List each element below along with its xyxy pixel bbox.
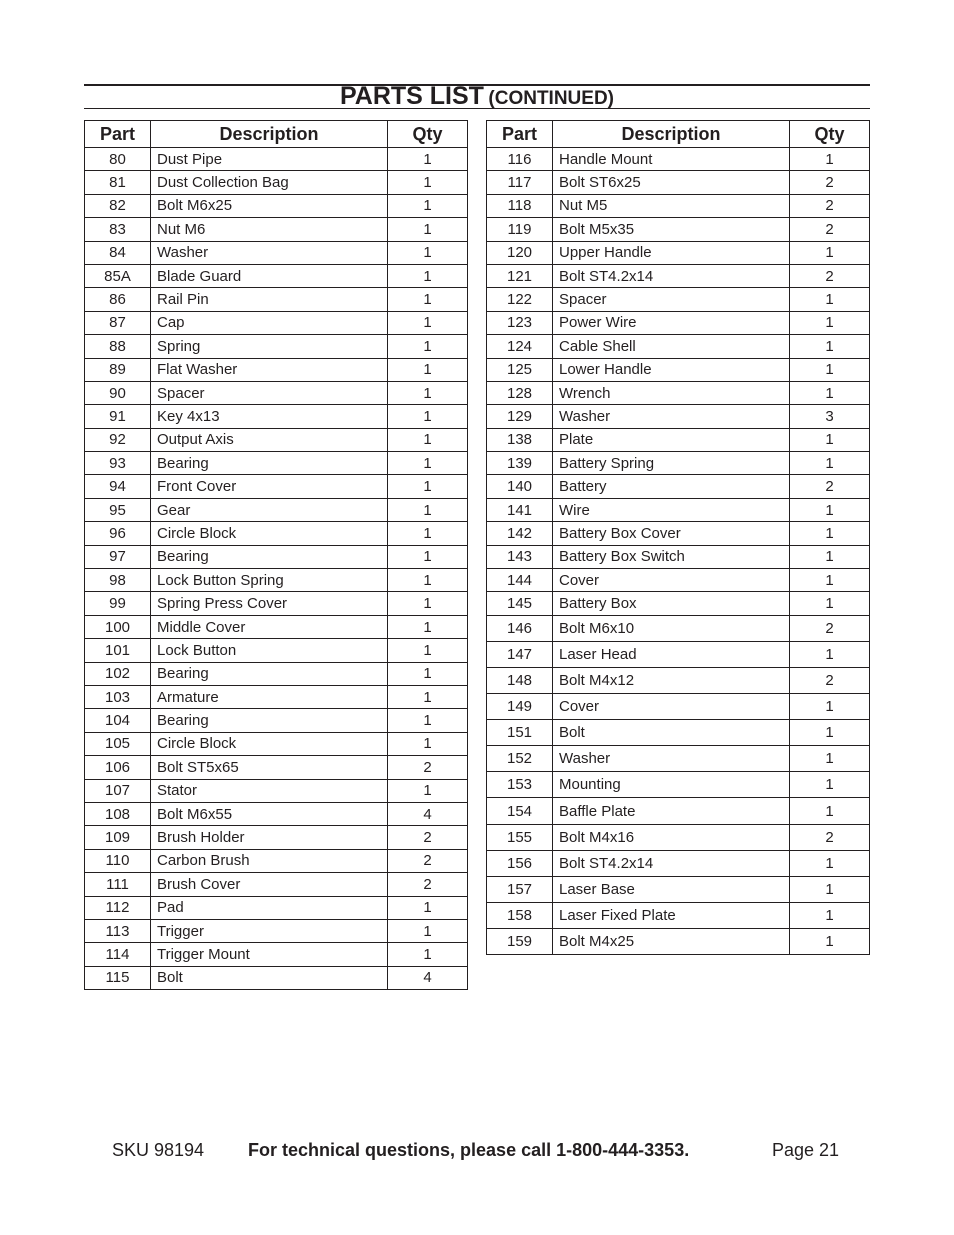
part-number-cell: 113: [85, 919, 151, 942]
part-number-cell: 90: [85, 381, 151, 404]
part-header: Part: [487, 121, 553, 148]
description-cell: Brush Cover: [151, 873, 388, 896]
part-number-cell: 107: [85, 779, 151, 802]
qty-cell: 1: [790, 876, 870, 902]
part-number-cell: 123: [487, 311, 553, 334]
description-cell: Stator: [151, 779, 388, 802]
description-cell: Circle Block: [151, 732, 388, 755]
qty-cell: 1: [790, 498, 870, 521]
table-row: [85, 779, 468, 802]
part-number-cell: 85A: [85, 264, 151, 287]
description-cell: Cable Shell: [553, 335, 790, 358]
part-number-cell: 95: [85, 498, 151, 521]
qty-cell: 2: [388, 849, 468, 872]
description-cell: Bolt ST4.2x14: [553, 850, 790, 876]
description-cell: Gear: [151, 498, 388, 521]
table-row: [85, 358, 468, 381]
part-number-cell: 104: [85, 709, 151, 732]
description-cell: Bolt ST4.2x14: [553, 264, 790, 287]
part-number-cell: 140: [487, 475, 553, 498]
description-cell: Washer: [553, 746, 790, 772]
qty-cell: 1: [388, 358, 468, 381]
table-row: [85, 218, 468, 241]
table-row: [487, 902, 870, 928]
table-row: [85, 639, 468, 662]
qty-cell: 2: [790, 171, 870, 194]
table-row: [487, 615, 870, 641]
qty-cell: 1: [388, 522, 468, 545]
table-row: [85, 943, 468, 966]
table-row: [85, 919, 468, 942]
table-row: [487, 545, 870, 568]
description-cell: Upper Handle: [553, 241, 790, 264]
part-number-cell: 118: [487, 194, 553, 217]
table-row: [487, 218, 870, 241]
qty-cell: 1: [388, 639, 468, 662]
table-row: [85, 498, 468, 521]
part-number-cell: 146: [487, 615, 553, 641]
table-header-row: [487, 121, 870, 148]
qty-cell: 1: [790, 452, 870, 475]
part-number-cell: 94: [85, 475, 151, 498]
description-cell: Cover: [553, 569, 790, 592]
table-row: [85, 662, 468, 685]
description-cell: Power Wire: [553, 311, 790, 334]
description-cell: Lock Button Spring: [151, 569, 388, 592]
part-number-cell: 114: [85, 943, 151, 966]
qty-cell: 1: [388, 264, 468, 287]
part-number-cell: 110: [85, 849, 151, 872]
part-number-cell: 157: [487, 876, 553, 902]
part-number-cell: 98: [85, 569, 151, 592]
part-number-cell: 147: [487, 641, 553, 667]
table-row: [85, 849, 468, 872]
table-row: [487, 311, 870, 334]
part-number-cell: 81: [85, 171, 151, 194]
part-number-cell: 112: [85, 896, 151, 919]
description-cell: Spacer: [553, 288, 790, 311]
qty-cell: 1: [790, 772, 870, 798]
description-header: Description: [151, 121, 388, 148]
description-cell: Handle Mount: [553, 148, 790, 171]
qty-cell: 1: [388, 428, 468, 451]
table-row: [487, 405, 870, 428]
part-number-cell: 83: [85, 218, 151, 241]
table-row: [487, 876, 870, 902]
part-number-cell: 158: [487, 902, 553, 928]
part-number-cell: 155: [487, 824, 553, 850]
qty-cell: 1: [790, 798, 870, 824]
table-row: [487, 720, 870, 746]
qty-cell: 2: [790, 668, 870, 694]
part-number-cell: 149: [487, 694, 553, 720]
part-number-cell: 119: [487, 218, 553, 241]
qty-cell: 1: [790, 241, 870, 264]
title-rule-bottom: [84, 108, 870, 109]
description-cell: Battery Box: [553, 592, 790, 615]
table-row: [487, 358, 870, 381]
table-row: [487, 171, 870, 194]
part-number-cell: 120: [487, 241, 553, 264]
qty-cell: 1: [388, 381, 468, 404]
qty-cell: 1: [388, 475, 468, 498]
table-row: [85, 428, 468, 451]
qty-cell: 1: [388, 171, 468, 194]
part-number-cell: 93: [85, 452, 151, 475]
description-cell: Battery Spring: [553, 452, 790, 475]
qty-cell: 1: [790, 311, 870, 334]
description-cell: Bolt M6x10: [553, 615, 790, 641]
table-row: [487, 241, 870, 264]
part-number-cell: 96: [85, 522, 151, 545]
description-cell: Bolt M4x16: [553, 824, 790, 850]
table-row: [85, 756, 468, 779]
description-cell: Nut M5: [553, 194, 790, 217]
qty-cell: 1: [388, 452, 468, 475]
table-row: [85, 288, 468, 311]
qty-cell: 1: [388, 592, 468, 615]
part-number-cell: 103: [85, 685, 151, 708]
part-number-cell: 143: [487, 545, 553, 568]
qty-cell: 1: [790, 850, 870, 876]
part-number-cell: 144: [487, 569, 553, 592]
qty-cell: 2: [790, 615, 870, 641]
table-row: [487, 668, 870, 694]
table-row: [487, 850, 870, 876]
description-cell: Cover: [553, 694, 790, 720]
qty-cell: 1: [388, 148, 468, 171]
part-number-cell: 141: [487, 498, 553, 521]
qty-cell: 1: [790, 746, 870, 772]
qty-cell: 1: [790, 428, 870, 451]
description-cell: Circle Block: [151, 522, 388, 545]
qty-cell: 1: [790, 592, 870, 615]
qty-cell: 1: [790, 569, 870, 592]
part-number-cell: 100: [85, 615, 151, 638]
description-cell: Blade Guard: [151, 264, 388, 287]
qty-cell: 2: [790, 194, 870, 217]
qty-cell: 1: [388, 311, 468, 334]
description-cell: Lower Handle: [553, 358, 790, 381]
qty-cell: 1: [790, 641, 870, 667]
part-number-cell: 138: [487, 428, 553, 451]
table-row: [85, 405, 468, 428]
part-number-cell: 115: [85, 966, 151, 989]
table-row: [85, 732, 468, 755]
qty-cell: 1: [790, 902, 870, 928]
qty-cell: 4: [388, 802, 468, 825]
table-row: [85, 966, 468, 989]
qty-cell: 1: [790, 335, 870, 358]
description-cell: Front Cover: [151, 475, 388, 498]
table-row: [487, 641, 870, 667]
qty-cell: 2: [790, 824, 870, 850]
description-cell: Baffle Plate: [553, 798, 790, 824]
qty-cell: 2: [790, 475, 870, 498]
qty-cell: 1: [388, 569, 468, 592]
description-cell: Bolt ST6x25: [553, 171, 790, 194]
part-number-cell: 87: [85, 311, 151, 334]
qty-cell: 1: [388, 615, 468, 638]
part-number-cell: 152: [487, 746, 553, 772]
description-cell: Mounting: [553, 772, 790, 798]
qty-cell: 1: [388, 732, 468, 755]
table-row: [487, 288, 870, 311]
table-row: [85, 171, 468, 194]
part-number-cell: 111: [85, 873, 151, 896]
table-row: [487, 522, 870, 545]
qty-cell: 1: [790, 694, 870, 720]
part-number-cell: 89: [85, 358, 151, 381]
table-row: [85, 802, 468, 825]
part-number-cell: 91: [85, 405, 151, 428]
qty-cell: 1: [388, 405, 468, 428]
table-row: [487, 746, 870, 772]
description-cell: Carbon Brush: [151, 849, 388, 872]
description-cell: Plate: [553, 428, 790, 451]
table-row: [487, 498, 870, 521]
title-main: PARTS LIST: [339, 82, 484, 110]
qty-cell: 1: [388, 943, 468, 966]
part-number-cell: 139: [487, 452, 553, 475]
description-cell: Brush Holder: [151, 826, 388, 849]
qty-cell: 2: [790, 264, 870, 287]
part-number-cell: 101: [85, 639, 151, 662]
description-cell: Bolt M5x35: [553, 218, 790, 241]
description-cell: Battery Box Cover: [553, 522, 790, 545]
table-row: [487, 928, 870, 954]
description-cell: Spring Press Cover: [151, 592, 388, 615]
table-row: [85, 241, 468, 264]
part-number-cell: 125: [487, 358, 553, 381]
part-number-cell: 117: [487, 171, 553, 194]
description-cell: Wrench: [553, 381, 790, 404]
table-row: [487, 824, 870, 850]
description-cell: Dust Collection Bag: [151, 171, 388, 194]
qty-cell: 1: [388, 288, 468, 311]
table-row: [487, 798, 870, 824]
qty-cell: 2: [790, 218, 870, 241]
qty-cell: 1: [388, 685, 468, 708]
description-cell: Lock Button: [151, 639, 388, 662]
footer-sku: SKU 98194: [112, 1140, 205, 1160]
part-number-cell: 156: [487, 850, 553, 876]
table-row: [85, 896, 468, 919]
qty-cell: 1: [388, 779, 468, 802]
qty-cell: 1: [388, 335, 468, 358]
qty-cell: 1: [790, 381, 870, 404]
table-row: [85, 264, 468, 287]
part-number-cell: 116: [487, 148, 553, 171]
part-number-cell: 86: [85, 288, 151, 311]
part-number-cell: 105: [85, 732, 151, 755]
description-cell: Output Axis: [151, 428, 388, 451]
part-number-cell: 88: [85, 335, 151, 358]
table-row: [85, 148, 468, 171]
part-number-cell: 99: [85, 592, 151, 615]
part-number-cell: 106: [85, 756, 151, 779]
table-row: [85, 522, 468, 545]
table-row: [487, 694, 870, 720]
description-cell: Dust Pipe: [151, 148, 388, 171]
table-row: [487, 772, 870, 798]
part-number-cell: 145: [487, 592, 553, 615]
part-number-cell: 142: [487, 522, 553, 545]
qty-cell: 2: [388, 826, 468, 849]
description-cell: Nut M6: [151, 218, 388, 241]
description-cell: Washer: [151, 241, 388, 264]
table-row: [487, 452, 870, 475]
table-row: [85, 381, 468, 404]
part-number-cell: 159: [487, 928, 553, 954]
description-cell: Laser Head: [553, 641, 790, 667]
part-number-cell: 151: [487, 720, 553, 746]
part-number-cell: 92: [85, 428, 151, 451]
qty-cell: 4: [388, 966, 468, 989]
part-number-cell: 148: [487, 668, 553, 694]
description-cell: Spring: [151, 335, 388, 358]
description-cell: Bearing: [151, 662, 388, 685]
description-cell: Battery: [553, 475, 790, 498]
part-number-cell: 102: [85, 662, 151, 685]
part-number-cell: 129: [487, 405, 553, 428]
description-cell: Armature: [151, 685, 388, 708]
description-cell: Bearing: [151, 452, 388, 475]
qty-cell: 1: [790, 148, 870, 171]
parts-table-right: [486, 120, 870, 955]
description-cell: Spacer: [151, 381, 388, 404]
parts-table-left: [84, 120, 468, 990]
description-cell: Laser Fixed Plate: [553, 902, 790, 928]
table-row: [487, 264, 870, 287]
description-cell: Battery Box Switch: [553, 545, 790, 568]
description-cell: Bolt M4x12: [553, 668, 790, 694]
table-row: [85, 335, 468, 358]
qty-cell: 1: [790, 545, 870, 568]
table-row: [85, 452, 468, 475]
description-cell: Laser Base: [553, 876, 790, 902]
qty-header: Qty: [790, 121, 870, 148]
qty-cell: 1: [790, 928, 870, 954]
table-row: [85, 592, 468, 615]
part-number-cell: 108: [85, 802, 151, 825]
table-row: [85, 873, 468, 896]
table-row: [85, 475, 468, 498]
description-cell: Bearing: [151, 545, 388, 568]
footer-page-number: Page 21: [772, 1140, 840, 1160]
qty-cell: 1: [790, 720, 870, 746]
part-header: Part: [85, 121, 151, 148]
description-header: Description: [553, 121, 790, 148]
table-row: [85, 709, 468, 732]
qty-cell: 1: [790, 358, 870, 381]
qty-cell: 2: [388, 873, 468, 896]
description-cell: Key 4x13: [151, 405, 388, 428]
qty-cell: 1: [388, 919, 468, 942]
qty-cell: 1: [388, 498, 468, 521]
description-cell: Wire: [553, 498, 790, 521]
description-cell: Pad: [151, 896, 388, 919]
description-cell: Bearing: [151, 709, 388, 732]
description-cell: Bolt M6x55: [151, 802, 388, 825]
description-cell: Flat Washer: [151, 358, 388, 381]
title-sub: (CONTINUED): [488, 88, 615, 109]
description-cell: Bolt M6x25: [151, 194, 388, 217]
description-cell: Bolt ST5x65: [151, 756, 388, 779]
description-cell: Cap: [151, 311, 388, 334]
qty-cell: 1: [388, 662, 468, 685]
qty-cell: 1: [790, 288, 870, 311]
qty-cell: 1: [388, 896, 468, 919]
qty-header: Qty: [388, 121, 468, 148]
part-number-cell: 97: [85, 545, 151, 568]
description-cell: Bolt: [151, 966, 388, 989]
description-cell: Rail Pin: [151, 288, 388, 311]
table-row: [85, 826, 468, 849]
part-number-cell: 128: [487, 381, 553, 404]
part-number-cell: 121: [487, 264, 553, 287]
table-row: [85, 569, 468, 592]
table-row: [85, 311, 468, 334]
qty-cell: 1: [790, 522, 870, 545]
description-cell: Trigger: [151, 919, 388, 942]
table-row: [85, 685, 468, 708]
part-number-cell: 109: [85, 826, 151, 849]
table-header-row: [85, 121, 468, 148]
qty-cell: 1: [388, 194, 468, 217]
part-number-cell: 124: [487, 335, 553, 358]
part-number-cell: 82: [85, 194, 151, 217]
page-title: [84, 82, 870, 114]
table-row: [487, 194, 870, 217]
description-cell: Middle Cover: [151, 615, 388, 638]
table-row: [85, 615, 468, 638]
part-number-cell: 80: [85, 148, 151, 171]
qty-cell: 1: [388, 241, 468, 264]
table-row: [487, 592, 870, 615]
table-row: [487, 475, 870, 498]
table-row: [85, 545, 468, 568]
table-row: [487, 569, 870, 592]
description-cell: Bolt: [553, 720, 790, 746]
description-cell: Washer: [553, 405, 790, 428]
footer-tech-contact: For technical questions, please call 1-800-444-3353.: [248, 1140, 690, 1160]
description-cell: Bolt M4x25: [553, 928, 790, 954]
table-row: [85, 194, 468, 217]
part-number-cell: 84: [85, 241, 151, 264]
qty-cell: 1: [388, 709, 468, 732]
part-number-cell: 154: [487, 798, 553, 824]
table-row: [487, 148, 870, 171]
table-row: [487, 335, 870, 358]
table-row: [487, 381, 870, 404]
qty-cell: 2: [388, 756, 468, 779]
table-row: [487, 428, 870, 451]
footer: [0, 1140, 954, 1164]
qty-cell: 1: [388, 218, 468, 241]
description-cell: Trigger Mount: [151, 943, 388, 966]
part-number-cell: 153: [487, 772, 553, 798]
qty-cell: 1: [388, 545, 468, 568]
part-number-cell: 122: [487, 288, 553, 311]
qty-cell: 3: [790, 405, 870, 428]
